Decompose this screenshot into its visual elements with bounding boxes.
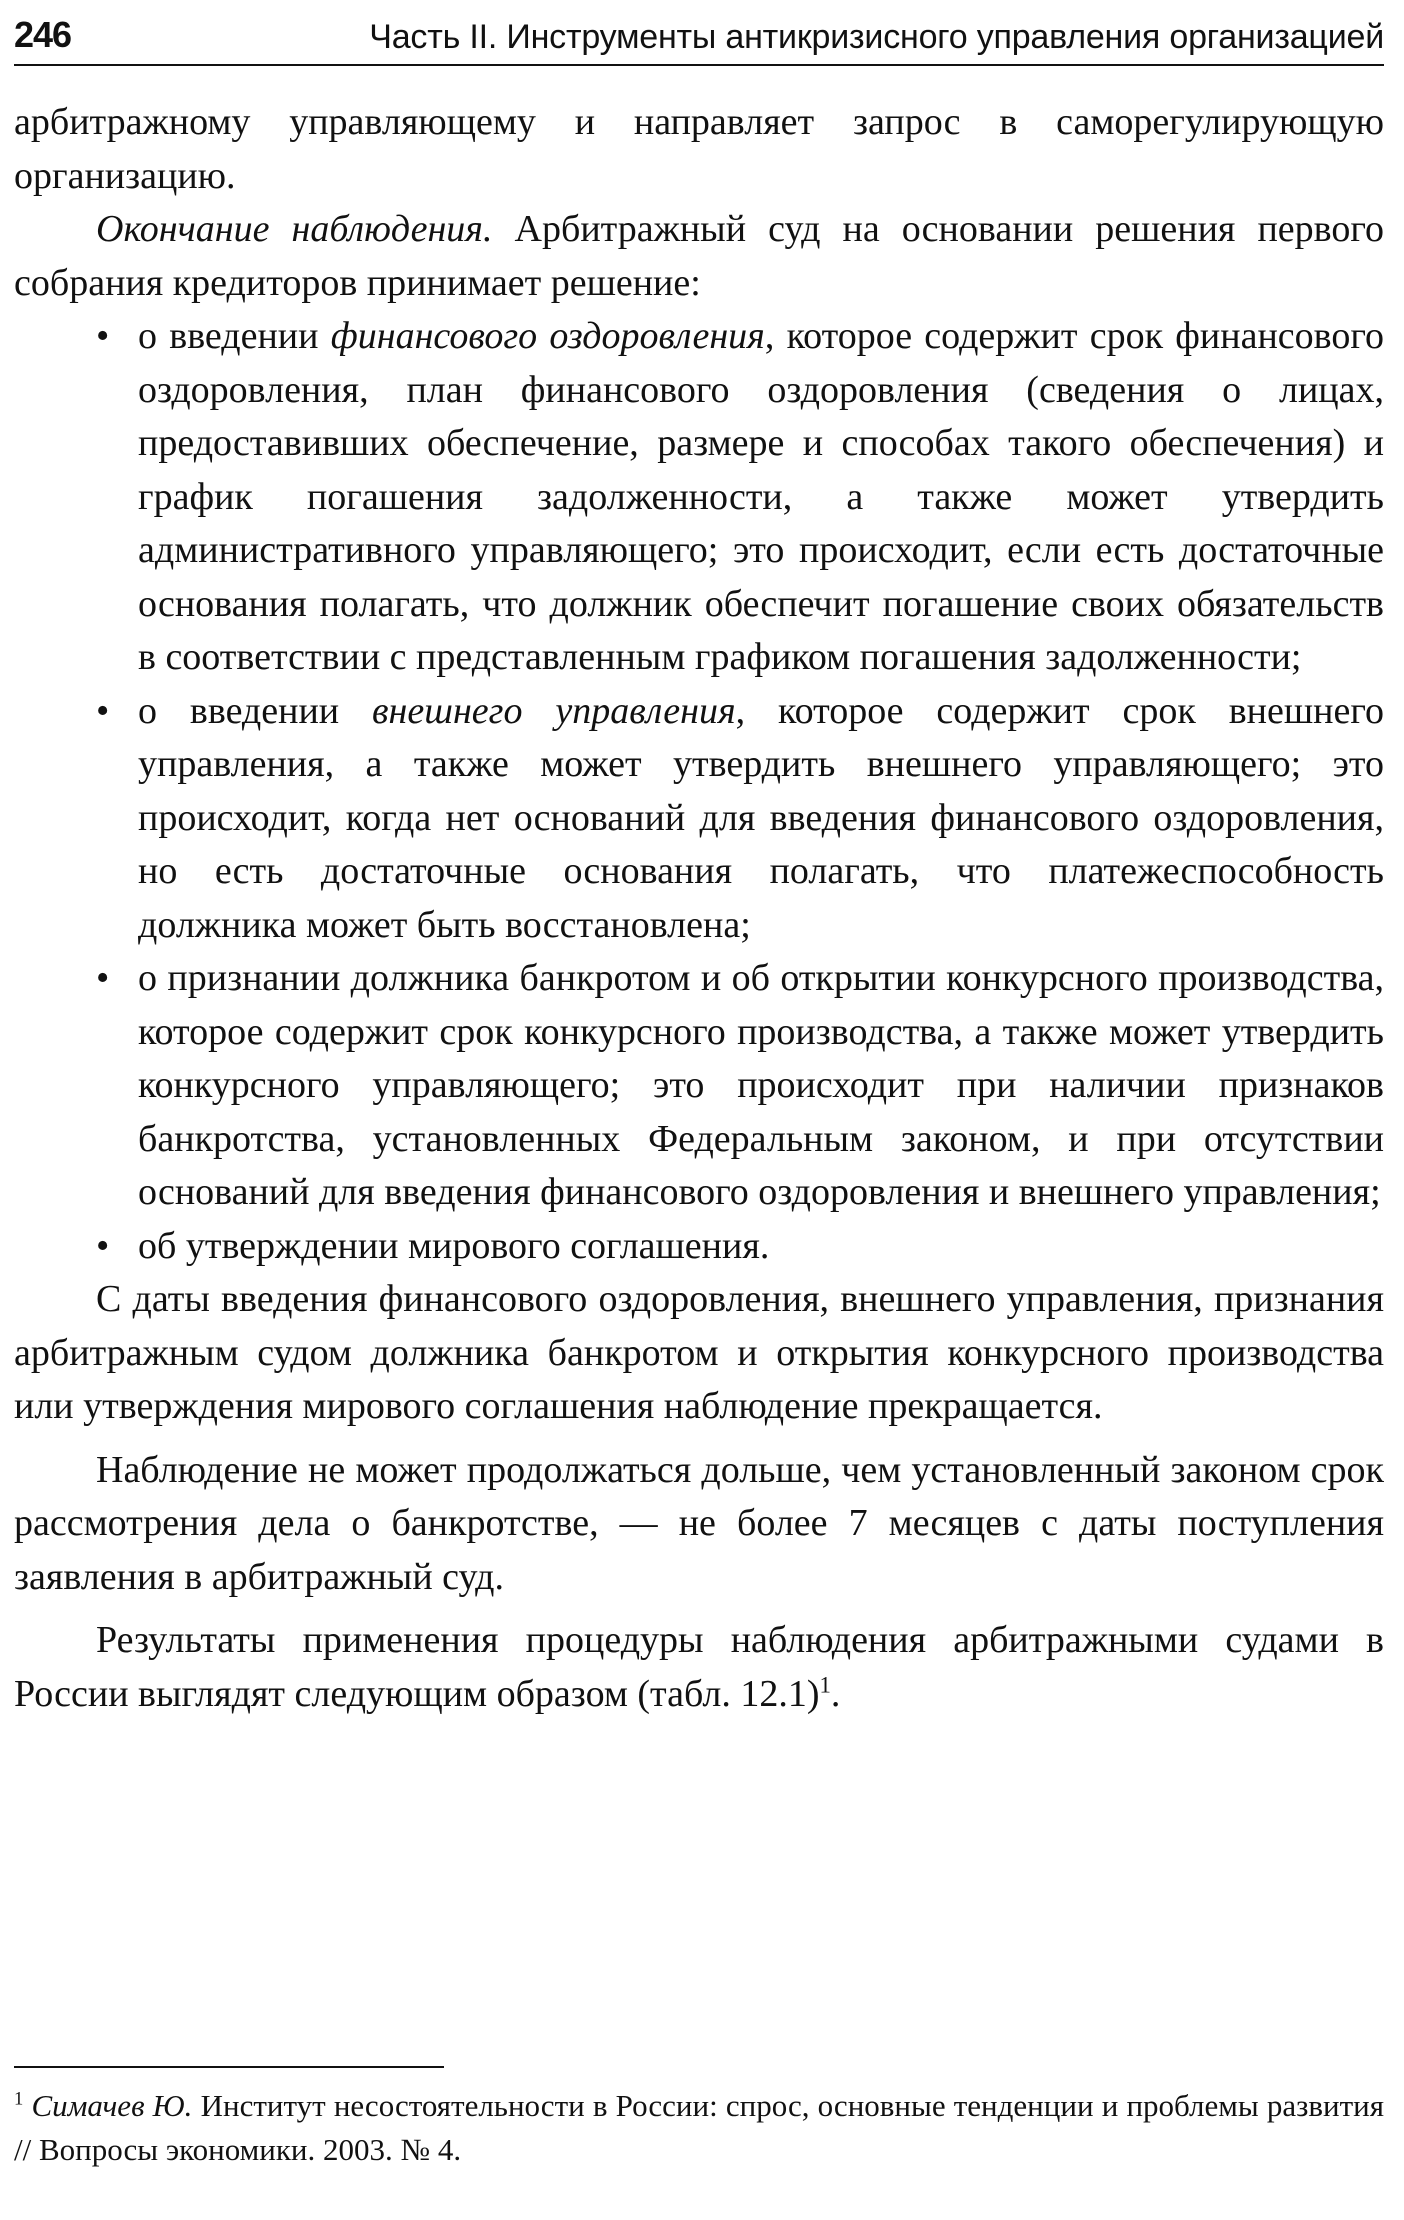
list-item-text: о признании должника банкротом и об открытии конкурсного производства, которое содержит срок конкурсного производства, а также может утвердить конкурсного управляющего; это происходит при наличии признаков банкротства, установленных Федеральным законом, и при отсутствии оснований для введения финансового оздоровления и внешнего управления; [138, 957, 1384, 1213]
list-item [14, 685, 1384, 953]
paragraph-termination: С даты введения финансового оздоровления, внешнего управления, признания арбитражным судом должника банкротом и открытия конкурсного производства или утверждения мирового соглашения наблюдение прекращается. [14, 1278, 1384, 1427]
list-item-term: финансового оздоровления [330, 315, 765, 357]
paragraph-end: . [830, 1672, 841, 1715]
paragraph-text: Результаты применения процедуры наблюдения арбитражными судами в России выглядят следующим образом (табл. 12.1) [14, 1619, 1384, 1715]
list-item-text: , которое содержит срок внешнего управления, а также может утвердить внешнего управляющего; это происходит, когда нет оснований для введения финансового оздоровления, но есть достаточные основания полагать, что платежеспособность должника может быть восстановлена; [138, 689, 1384, 946]
footnote [14, 2084, 1384, 2172]
book-page [14, 14, 1385, 2167]
footnote-text: Институт несостоятельности в России: спрос, основные тенденции и проблемы развития // Вопросы экономики. 2003. № 4. [14, 2088, 1385, 2167]
footnote-divider [14, 2066, 444, 2068]
list-item [14, 952, 1384, 1220]
footnote-reference: 1 [819, 1671, 831, 1697]
page-number: 246 [14, 14, 72, 55]
list-item [14, 310, 1384, 685]
list-item-text: о введении [138, 315, 331, 357]
list-item-text: об утверждении мирового соглашения. [138, 1224, 770, 1267]
list-item-text: , которое содержит срок финансового оздоровления, план финансового оздоровления (сведения о лицах, предоставивших обеспечение, размере и способах такого обеспечения) и график погашения задолженности, а также может утвердить административного управляющего; это происходит, если есть достаточные основания полагать, что должник обеспечит погашение своих обязательств в соответствии с представленным графиком погашения задолженности; [138, 315, 1384, 678]
page-header [14, 14, 1384, 66]
paragraph-results [14, 1614, 1384, 1721]
paragraph-continuation: арбитражному управляющему и направляет запрос в саморегулирующую организацию. [14, 101, 1384, 197]
paragraph-duration: Наблюдение не может продолжаться дольше, чем установленный законом срок рассмотрения дела о банкротстве, — не более 7 месяцев с даты поступления заявления в арбитражный суд. [14, 1448, 1384, 1598]
decision-list [14, 310, 1384, 1273]
running-title: Часть II. Инструменты антикризисного управления организацией [369, 18, 1384, 56]
list-item-term: внешнего управления [372, 689, 736, 732]
list-item-text: о введении [138, 689, 373, 732]
footnote-mark: 1 [14, 2088, 24, 2110]
paragraph-text: Арбитражный суд на основании решения первого собрания кредиторов принимает решение: [14, 208, 1384, 304]
paragraph-lead-term: Окончание наблюдения. [96, 208, 493, 250]
paragraph-observation-end [14, 203, 1384, 310]
list-item [14, 1220, 1384, 1274]
body-text [14, 96, 1384, 1721]
footnote-author: Симачев Ю. [31, 2088, 193, 2123]
